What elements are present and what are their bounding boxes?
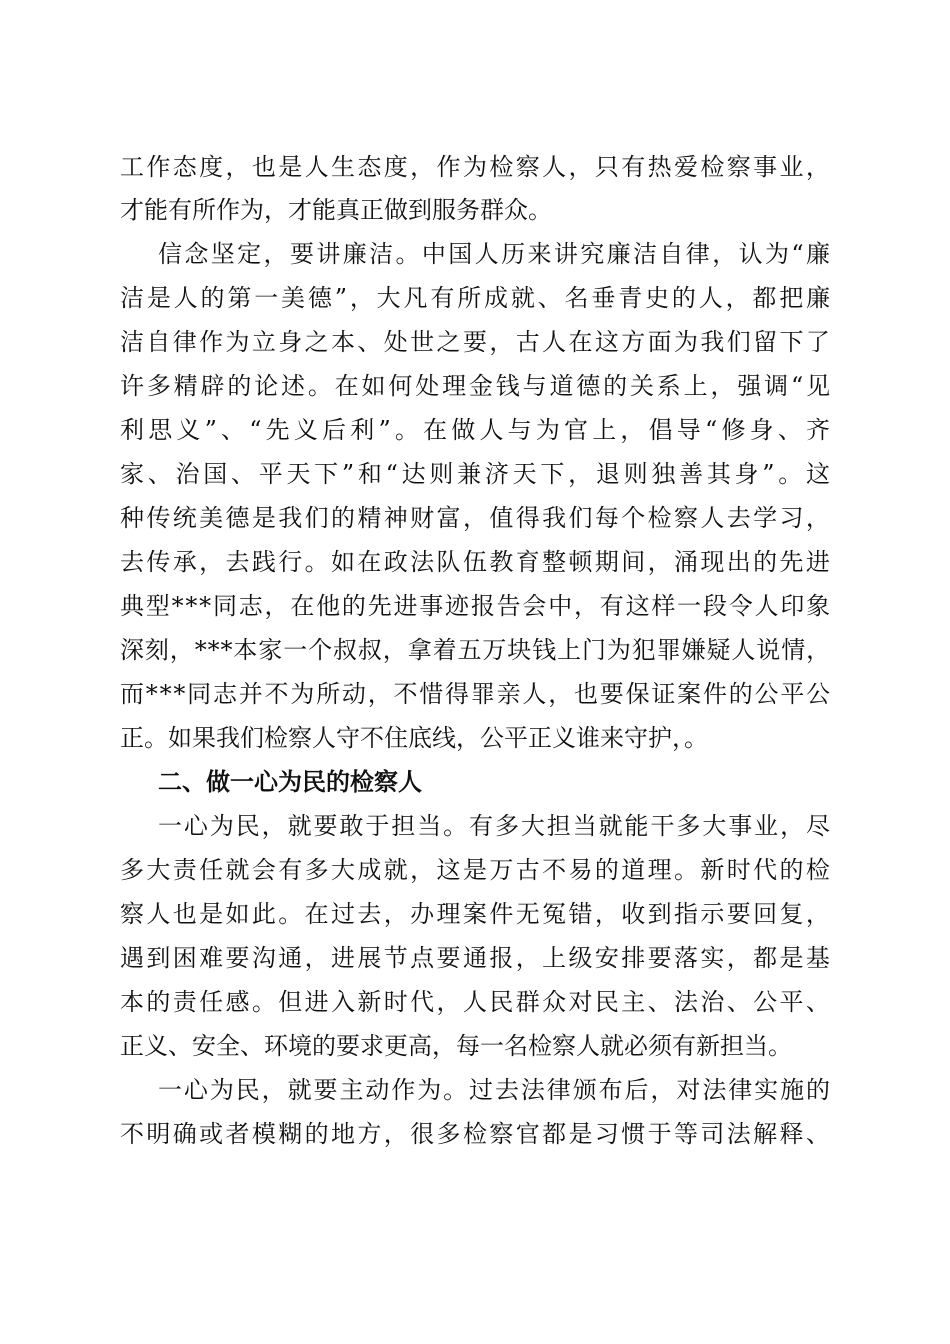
section-heading-text: 二、做一心为民的检察人: [158, 768, 422, 796]
paragraph-first-line: [0, 234, 950, 274]
text-line-content: 一心为民，就要敢于担当。有多大担当就能干多大事业，尽: [158, 812, 832, 840]
text-line-content: 洁自律作为立身之本、处世之要，古人在这方面为我们留下了: [120, 328, 833, 356]
text-line: [0, 498, 950, 538]
text-line: [0, 938, 950, 978]
text-line-content: 家、治国、平天下”和“达则兼济天下，退则独善其身”。这: [120, 460, 834, 488]
text-line: [0, 147, 950, 187]
text-line-content: 多大责任就会有多大成就，这是万古不易的道理。新时代的检: [120, 856, 833, 884]
text-line-content: 而***同志并不为所动，不惜得罪亲人，也要保证案件的公平公: [120, 680, 832, 708]
text-line: [0, 410, 950, 450]
text-line-content: 去传承，去践行。如在政法队伍教育整顿期间，涌现出的先进: [120, 548, 833, 576]
text-line: [0, 674, 950, 714]
text-line: [0, 718, 950, 758]
text-line: [0, 982, 950, 1022]
text-line: [0, 630, 950, 670]
text-line: [0, 586, 950, 626]
text-line-content: 正义、安全、环境的要求更高，每一名检察人就必须有新担当。: [120, 1032, 792, 1060]
text-line-content: 才能有所作为，才能真正做到服务群众。: [120, 196, 552, 224]
text-line-content: 不明确或者模糊的地方，很多检察官都是习惯于等司法解释、: [120, 1120, 833, 1148]
text-line-content: 深刻，***本家一个叔叔，拿着五万块钱上门为犯罪嫌疑人说情，: [120, 636, 831, 664]
text-line: [0, 454, 950, 494]
text-line-content: 典型***同志，在他的先进事迹报告会中，有这样一段令人印象: [120, 592, 832, 620]
text-line-content: 本的责任感。但进入新时代，人民群众对民主、法治、公平、: [120, 988, 833, 1016]
section-heading: [0, 762, 950, 802]
text-line-content: 察人也是如此。在过去，办理案件无冤错，收到指示要回复，: [120, 900, 833, 928]
paragraph-first-line: [0, 1070, 950, 1110]
text-line: [0, 1114, 950, 1154]
text-line: [0, 366, 950, 406]
text-line-content: 信念坚定，要讲廉洁。中国人历来讲究廉洁自律，认为“廉: [158, 240, 833, 268]
text-line: [0, 278, 950, 318]
text-line: [0, 894, 950, 934]
text-line-content: 遇到困难要沟通，进展节点要通报，上级安排要落实，都是基: [120, 944, 833, 972]
text-line: [0, 850, 950, 890]
text-line: [0, 190, 950, 230]
text-line-content: 一心为民，就要主动作为。过去法律颁布后，对法律实施的: [158, 1076, 832, 1104]
text-line: [0, 322, 950, 362]
text-line-content: 许多精辟的论述。在如何处理金钱与道德的关系上，强调“见: [120, 372, 833, 400]
text-line-content: 洁是人的第一美德”，大凡有所成就、名垂青史的人，都把廉: [120, 284, 833, 312]
paragraph-first-line: [0, 806, 950, 846]
text-line-content: 种传统美德是我们的精神财富，值得我们每个检察人去学习，: [120, 504, 833, 532]
text-line: [0, 1026, 950, 1066]
text-line: [0, 542, 950, 582]
text-line-content: 工作态度，也是人生态度，作为检察人，只有热爱检察事业，: [120, 153, 833, 181]
text-line-content: 正。如果我们检察人守不住底线，公平正义谁来守护，。: [120, 724, 708, 752]
text-line-content: 利思义”、“先义后利”。在做人与为官上，倡导“修身、齐: [120, 416, 835, 444]
